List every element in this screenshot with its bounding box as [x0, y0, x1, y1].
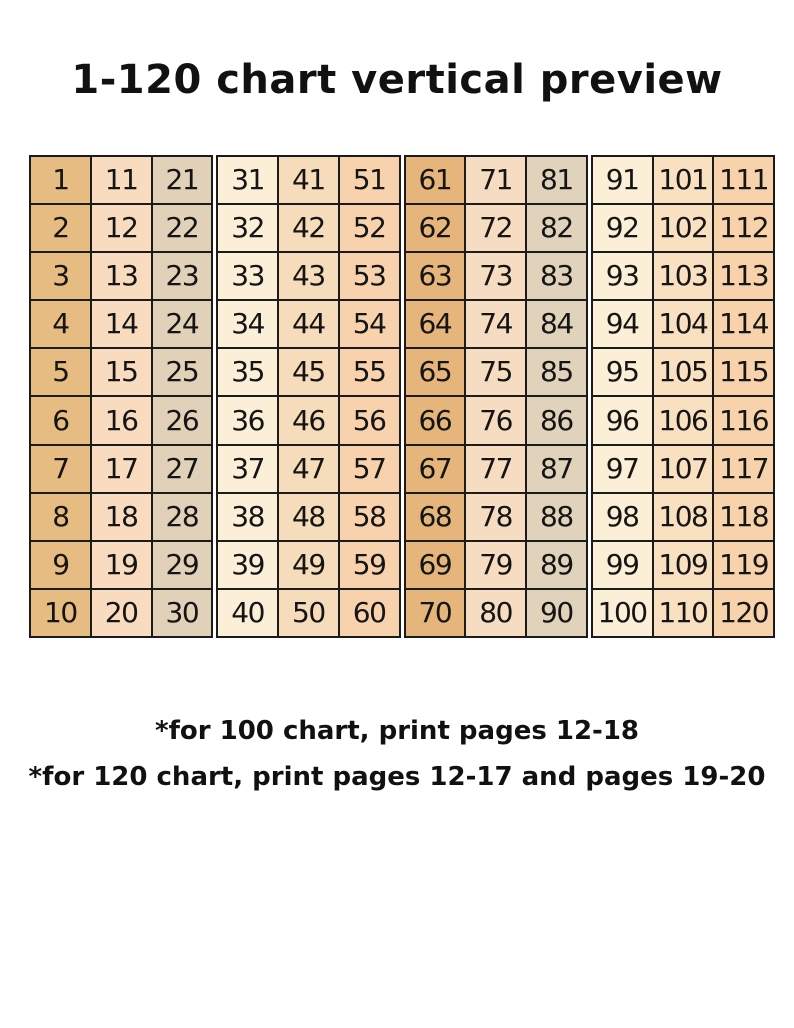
number-cell: 87 [527, 446, 586, 492]
number-cell: 115 [714, 349, 773, 395]
number-cell: 24 [153, 301, 212, 347]
number-cell: 85 [527, 349, 586, 395]
number-chart [29, 155, 775, 638]
number-cell: 90 [527, 590, 586, 636]
number-cell: 47 [279, 446, 338, 492]
number-cell: 13 [92, 253, 151, 299]
number-cell: 37 [218, 446, 277, 492]
number-cell: 19 [92, 542, 151, 588]
number-cell: 42 [279, 205, 338, 251]
number-cell: 71 [466, 157, 525, 203]
number-cell: 15 [92, 349, 151, 395]
number-cell: 29 [153, 542, 212, 588]
number-cell: 51 [340, 157, 399, 203]
number-cell: 105 [654, 349, 713, 395]
number-cell: 5 [31, 349, 90, 395]
number-cell: 17 [92, 446, 151, 492]
number-cell: 41 [279, 157, 338, 203]
number-cell: 39 [218, 542, 277, 588]
number-cell: 93 [593, 253, 652, 299]
number-cell: 95 [593, 349, 652, 395]
number-cell: 53 [340, 253, 399, 299]
number-cell: 101 [654, 157, 713, 203]
chart-panel [29, 155, 213, 638]
number-cell: 68 [406, 494, 465, 540]
number-cell: 11 [92, 157, 151, 203]
number-cell: 44 [279, 301, 338, 347]
number-cell: 60 [340, 590, 399, 636]
number-cell: 88 [527, 494, 586, 540]
number-cell: 14 [92, 301, 151, 347]
number-cell: 104 [654, 301, 713, 347]
number-cell: 4 [31, 301, 90, 347]
number-cell: 111 [714, 157, 773, 203]
number-cell: 26 [153, 397, 212, 443]
number-cell: 107 [654, 446, 713, 492]
chart-panel [216, 155, 400, 638]
number-cell: 91 [593, 157, 652, 203]
number-cell: 10 [31, 590, 90, 636]
number-cell: 30 [153, 590, 212, 636]
page-title: 1-120 chart vertical preview [71, 57, 723, 103]
number-cell: 74 [466, 301, 525, 347]
number-cell: 77 [466, 446, 525, 492]
number-cell: 32 [218, 205, 277, 251]
number-cell: 97 [593, 446, 652, 492]
number-cell: 72 [466, 205, 525, 251]
number-cell: 54 [340, 301, 399, 347]
number-cell: 92 [593, 205, 652, 251]
number-cell: 33 [218, 253, 277, 299]
number-cell: 98 [593, 494, 652, 540]
number-cell: 40 [218, 590, 277, 636]
number-cell: 6 [31, 397, 90, 443]
number-cell: 114 [714, 301, 773, 347]
number-cell: 62 [406, 205, 465, 251]
number-cell: 102 [654, 205, 713, 251]
number-cell: 118 [714, 494, 773, 540]
number-cell: 31 [218, 157, 277, 203]
number-cell: 109 [654, 542, 713, 588]
number-cell: 23 [153, 253, 212, 299]
number-cell: 58 [340, 494, 399, 540]
number-cell: 8 [31, 494, 90, 540]
number-cell: 38 [218, 494, 277, 540]
number-cell: 27 [153, 446, 212, 492]
number-cell: 75 [466, 349, 525, 395]
number-cell: 70 [406, 590, 465, 636]
number-cell: 82 [527, 205, 586, 251]
number-cell: 34 [218, 301, 277, 347]
number-cell: 96 [593, 397, 652, 443]
number-cell: 12 [92, 205, 151, 251]
number-cell: 89 [527, 542, 586, 588]
number-cell: 110 [654, 590, 713, 636]
number-cell: 119 [714, 542, 773, 588]
number-cell: 25 [153, 349, 212, 395]
number-cell: 48 [279, 494, 338, 540]
number-cell: 2 [31, 205, 90, 251]
number-cell: 106 [654, 397, 713, 443]
number-cell: 65 [406, 349, 465, 395]
number-cell: 67 [406, 446, 465, 492]
number-cell: 99 [593, 542, 652, 588]
number-cell: 1 [31, 157, 90, 203]
number-cell: 73 [466, 253, 525, 299]
number-cell: 103 [654, 253, 713, 299]
number-cell: 81 [527, 157, 586, 203]
number-cell: 21 [153, 157, 212, 203]
note-120-chart: *for 120 chart, print pages 12-17 and pages 19-20 [28, 762, 766, 792]
number-cell: 78 [466, 494, 525, 540]
number-cell: 35 [218, 349, 277, 395]
number-cell: 59 [340, 542, 399, 588]
number-cell: 66 [406, 397, 465, 443]
number-cell: 7 [31, 446, 90, 492]
number-cell: 46 [279, 397, 338, 443]
number-cell: 56 [340, 397, 399, 443]
number-cell: 120 [714, 590, 773, 636]
number-cell: 49 [279, 542, 338, 588]
number-cell: 108 [654, 494, 713, 540]
chart-panel [591, 155, 775, 638]
number-cell: 79 [466, 542, 525, 588]
print-notes [0, 708, 794, 800]
number-cell: 20 [92, 590, 151, 636]
number-cell: 43 [279, 253, 338, 299]
number-cell: 112 [714, 205, 773, 251]
number-cell: 55 [340, 349, 399, 395]
number-cell: 83 [527, 253, 586, 299]
number-cell: 9 [31, 542, 90, 588]
number-cell: 57 [340, 446, 399, 492]
number-cell: 45 [279, 349, 338, 395]
number-cell: 86 [527, 397, 586, 443]
number-cell: 116 [714, 397, 773, 443]
number-cell: 100 [593, 590, 652, 636]
number-cell: 94 [593, 301, 652, 347]
number-cell: 69 [406, 542, 465, 588]
number-cell: 22 [153, 205, 212, 251]
number-cell: 36 [218, 397, 277, 443]
number-cell: 113 [714, 253, 773, 299]
number-cell: 117 [714, 446, 773, 492]
number-cell: 16 [92, 397, 151, 443]
number-cell: 3 [31, 253, 90, 299]
number-cell: 80 [466, 590, 525, 636]
chart-panel [404, 155, 588, 638]
number-cell: 28 [153, 494, 212, 540]
number-cell: 52 [340, 205, 399, 251]
number-cell: 50 [279, 590, 338, 636]
number-cell: 84 [527, 301, 586, 347]
note-100-chart: *for 100 chart, print pages 12-18 [154, 716, 640, 746]
number-cell: 63 [406, 253, 465, 299]
number-cell: 64 [406, 301, 465, 347]
number-cell: 61 [406, 157, 465, 203]
number-cell: 18 [92, 494, 151, 540]
number-cell: 76 [466, 397, 525, 443]
